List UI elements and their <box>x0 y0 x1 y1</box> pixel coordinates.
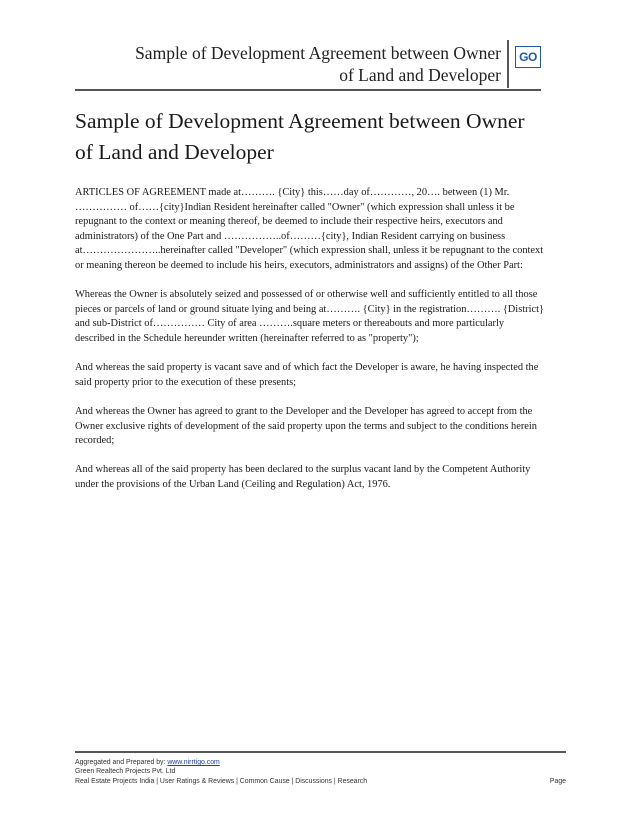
paragraph-surplus-land: And whereas all of the said property has been declared to the surplus vacant land by the Competent Authority under the provisions of the Urban Land (Ceiling and Regulation) Act, 1976. <box>75 464 531 490</box>
document-title-line-2: of Land and Developer <box>75 140 274 164</box>
footer-prepared-by <box>75 758 566 767</box>
document-body <box>75 186 545 507</box>
footer-prepared-label: Aggregated and Prepared by: <box>75 759 168 766</box>
header-vertical-rule <box>507 40 509 88</box>
paragraph-owner-seized: Whereas the Owner is absolutely seized and possessed of or otherwise well and sufficiently entitled to all those pieces or parcels of land or ground situate lying and being at………. {City} in the registration………. {District} and sub-District of…………… City of area ……….square meters or thereabouts and more particularly described in the Schedule hereunder written (hereinafter referred to as "property"); <box>75 289 544 344</box>
page-footer <box>75 751 566 801</box>
document-title-line-1: Sample of Development Agreement between Owner <box>75 109 525 133</box>
paragraph-exclusive-rights: And whereas the Owner has agreed to grant to the Developer and the Developer has agreed to accept from the Owner exclusive rights of development of the said property upon the terms and subject to the conditions herein recorded; <box>75 405 537 447</box>
document-title <box>75 106 565 168</box>
paragraph-articles-of-agreement: ARTICLES OF AGREEMENT made at………. {City} this……day of…………, 20…. between (1) Mr. …………… of……{city}Indian Resident hereinafter called "Owner" (which expression shall unless it be repugnant to the context or meaning thereof, be deemed to include their respective heirs, executors and administrators) of the One Part and ……………..of………{city}, Indian Resident carrying on business at…………………..hereinafter called "Developer" (which expression shall, unless it be repugnant to the context or meaning thereon be deemed to include his heirs, executors, administrators and assigns) of the Other Part: <box>75 187 544 271</box>
footer-rule <box>75 751 566 753</box>
page-header <box>75 40 541 92</box>
header-title <box>81 42 501 86</box>
header-title-line-2: of Land and Developer <box>339 65 501 85</box>
footer-page-label: Page <box>549 777 566 785</box>
header-horizontal-rule <box>75 89 541 91</box>
footer-links: Real Estate Projects India | User Ratings & Reviews | Common Cause | Discussions | Research <box>75 777 368 785</box>
go-logo-icon: GO <box>515 46 541 68</box>
footer-links-row <box>75 777 566 786</box>
footer-company: Green Realtech Projects Pvt. Ltd <box>75 768 176 776</box>
footer-website-link[interactable]: www.nirrtigo.com <box>167 759 220 766</box>
header-title-line-1: Sample of Development Agreement between Owner <box>135 43 501 63</box>
paragraph-property-vacant: And whereas the said property is vacant save and of which fact the Developer is aware, he having inspected the said property prior to the execution of these presents; <box>75 362 539 388</box>
